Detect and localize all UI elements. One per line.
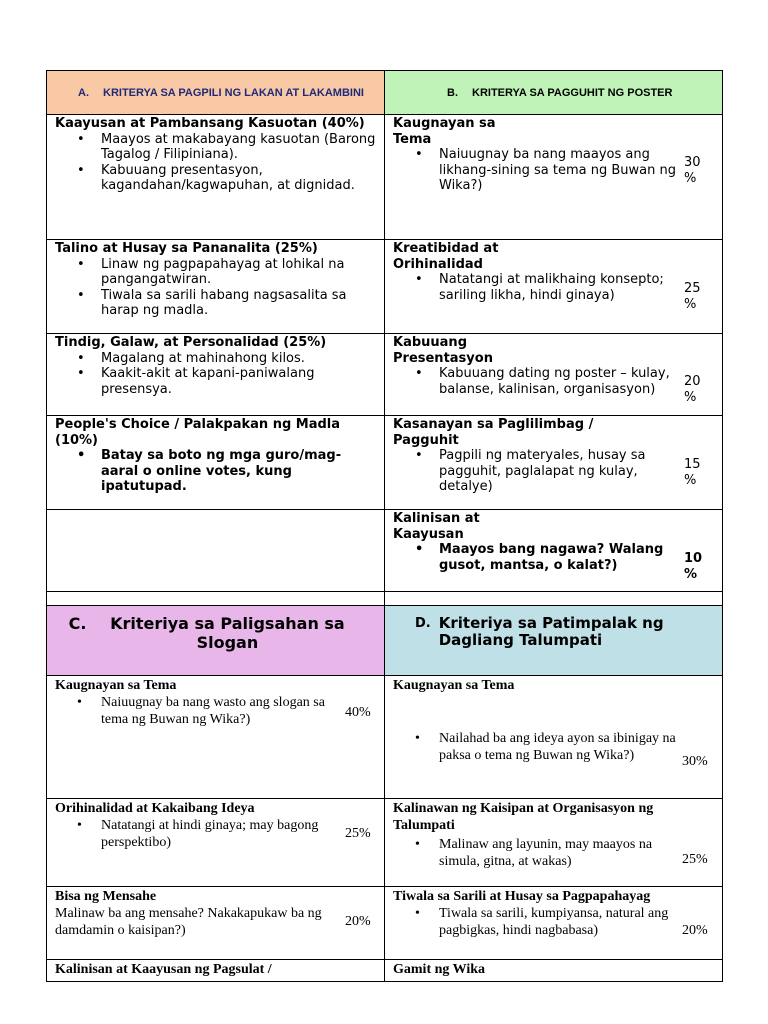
table-cell (47, 115, 385, 240)
criterion-title: Tiwala sa Sarili at Husay sa Pagpapahayag (393, 889, 651, 904)
percent-value: 20% (682, 923, 708, 938)
section-d-letter: D. (415, 616, 431, 631)
section-a-letter: A. (78, 86, 89, 99)
criterion-title: Talino at Husay sa Pananalita (25%) (55, 241, 318, 256)
table-cell (385, 510, 723, 592)
table-cell (385, 960, 723, 982)
percent-value: 25 (684, 281, 701, 296)
table-cell (385, 416, 723, 510)
criterion-title: Kaugnayan sa Tema (55, 678, 177, 693)
section-d-heading: Kriteriya sa Patimpalak ng Dagliang Talumpati (438, 614, 664, 649)
section-b-letter: B. (447, 86, 458, 99)
percent-value: 30 (684, 155, 701, 170)
percent-value: 25% (345, 826, 371, 841)
percent-value: 40% (345, 705, 371, 720)
table-cell (47, 240, 385, 334)
list-item: • Kabuuang dating ng poster – kulay, balanse, kalinisan, organisasyon) (393, 366, 678, 397)
section-a-header (47, 71, 385, 115)
list-item: • Natatangi at malikhaing konsepto; sariling likha, hindi ginaya) (393, 272, 678, 303)
spacer-cell (47, 592, 385, 606)
table-cell (385, 799, 723, 887)
criteria-table (46, 70, 723, 982)
table-cell (47, 799, 385, 887)
criterion-title: Kaayusan at Pambansang Kasuotan (40%) (55, 116, 365, 131)
percent-value: 30% (682, 754, 708, 769)
list-item: • Batay sa boto ng mga guro/mag-aaral o online votes, kung ipatutupad. (55, 448, 378, 495)
percent-value: 15 (684, 457, 701, 472)
table-cell (385, 676, 723, 799)
table-cell (47, 960, 385, 982)
criterion-title: Kaayusan (393, 526, 464, 542)
criterion-title: Tindig, Galaw, at Personalidad (25%) (55, 335, 327, 350)
spacer-cell (385, 592, 723, 606)
section-b-heading: KRITERYA SA PAGGUHIT NG POSTER (472, 86, 673, 99)
percent-sign: % (684, 389, 697, 405)
table-cell-empty (47, 510, 385, 592)
criterion-title: Kaugnayan sa (393, 116, 496, 131)
criterion-title: Orihinalidad at Kakaibang Ideya (55, 801, 255, 816)
list-item: • Malinaw ang layunin, may maayos na simula, gitna, at wakas) (393, 836, 678, 870)
list-item: • Tiwala sa sarili, kumpiyansa, natural ang pagbigkas, hindi nagbabasa) (393, 905, 678, 939)
list-item: • Kaakit-akit at kapani-paniwalang presensya. (55, 366, 378, 397)
section-a-heading: KRITERYA SA PAGPILI NG LAKAN AT LAKAMBINI (103, 86, 364, 99)
list-item: • Linaw ng pagpapahayag at lohikal na pangangatwiran. (55, 257, 378, 288)
section-b-header (385, 71, 723, 115)
list-item: • Natatangi at hindi ginaya; may bagong perspektibo) (55, 817, 334, 851)
list-item: • Pagpili ng materyales, husay sa pagguhit, paglalapat ng kulay, detalye) (393, 448, 678, 495)
criterion-title: Kalinawan ng Kaisipan at Organisasyon ng Talumpati (393, 801, 654, 833)
percent-sign: % (684, 472, 697, 488)
table-cell (385, 334, 723, 416)
criterion-title: People's Choice / Palakpakan ng Madla (10%) (55, 417, 341, 448)
criterion-title: Pagguhit (393, 432, 459, 448)
criterion-text: Malinaw ba ang mensahe? Nakakapukaw ba ng damdamin o kaisipan?) (55, 906, 322, 938)
percent-sign: % (684, 170, 697, 186)
list-item: • Kabuuang presentasyon, kagandahan/kagwapuhan, at dignidad. (55, 163, 378, 194)
criterion-title: Presentasyon (393, 350, 493, 366)
list-item: • Maayos at makabayang kasuotan (Barong Tagalog / Filipiniana). (55, 132, 378, 163)
list-item: • Naiuugnay ba nang maayos ang likhang-sining sa tema ng Buwan ng Wika?) (393, 147, 678, 194)
criterion-title: Orihinalidad (393, 256, 483, 272)
criterion-title: Kalinisan at Kaayusan ng Pagsulat / (55, 962, 272, 977)
percent-value: 20% (345, 914, 371, 929)
percent-value: 20 (684, 374, 701, 389)
percent-value: 25% (682, 852, 708, 867)
table-cell (385, 115, 723, 240)
criterion-title: Kalinisan at (393, 511, 480, 526)
list-item: • Naiuugnay ba nang wasto ang slogan sa tema ng Buwan ng Wika?) (55, 694, 334, 728)
percent-sign: % (684, 566, 698, 582)
percent-value: 10 (684, 551, 703, 566)
list-item: • Nailahad ba ang ideya ayon sa ibinigay na paksa o tema ng Buwan ng Wika?) (393, 730, 678, 764)
table-cell (385, 240, 723, 334)
table-cell (47, 334, 385, 416)
criterion-title: Kabuuang (393, 335, 467, 350)
list-item: • Magalang at mahinahong kilos. (55, 351, 378, 367)
section-c-heading: Kriteriya sa Paligsahan sa Slogan (110, 614, 345, 652)
criterion-title: Kreatibidad at (393, 241, 499, 256)
table-cell (47, 676, 385, 799)
section-c-letter: C. (68, 614, 87, 633)
criterion-title: Kaugnayan sa Tema (393, 678, 515, 693)
criterion-title: Bisa ng Mensahe (55, 889, 157, 904)
table-cell (47, 887, 385, 960)
section-d-header (385, 606, 723, 676)
criterion-title: Tema (393, 131, 432, 147)
table-cell (385, 887, 723, 960)
section-c-header (47, 606, 385, 676)
criterion-title: Gamit ng Wika (393, 962, 486, 977)
percent-sign: % (684, 296, 697, 312)
list-item: • Maayos bang nagawa? Walang gusot, mantsa, o kalat?) (393, 542, 678, 573)
table-cell (47, 416, 385, 510)
criterion-title: Kasanayan sa Paglilimbag / (393, 417, 594, 432)
list-item: • Tiwala sa sarili habang nagsasalita sa harap ng madla. (55, 288, 378, 319)
